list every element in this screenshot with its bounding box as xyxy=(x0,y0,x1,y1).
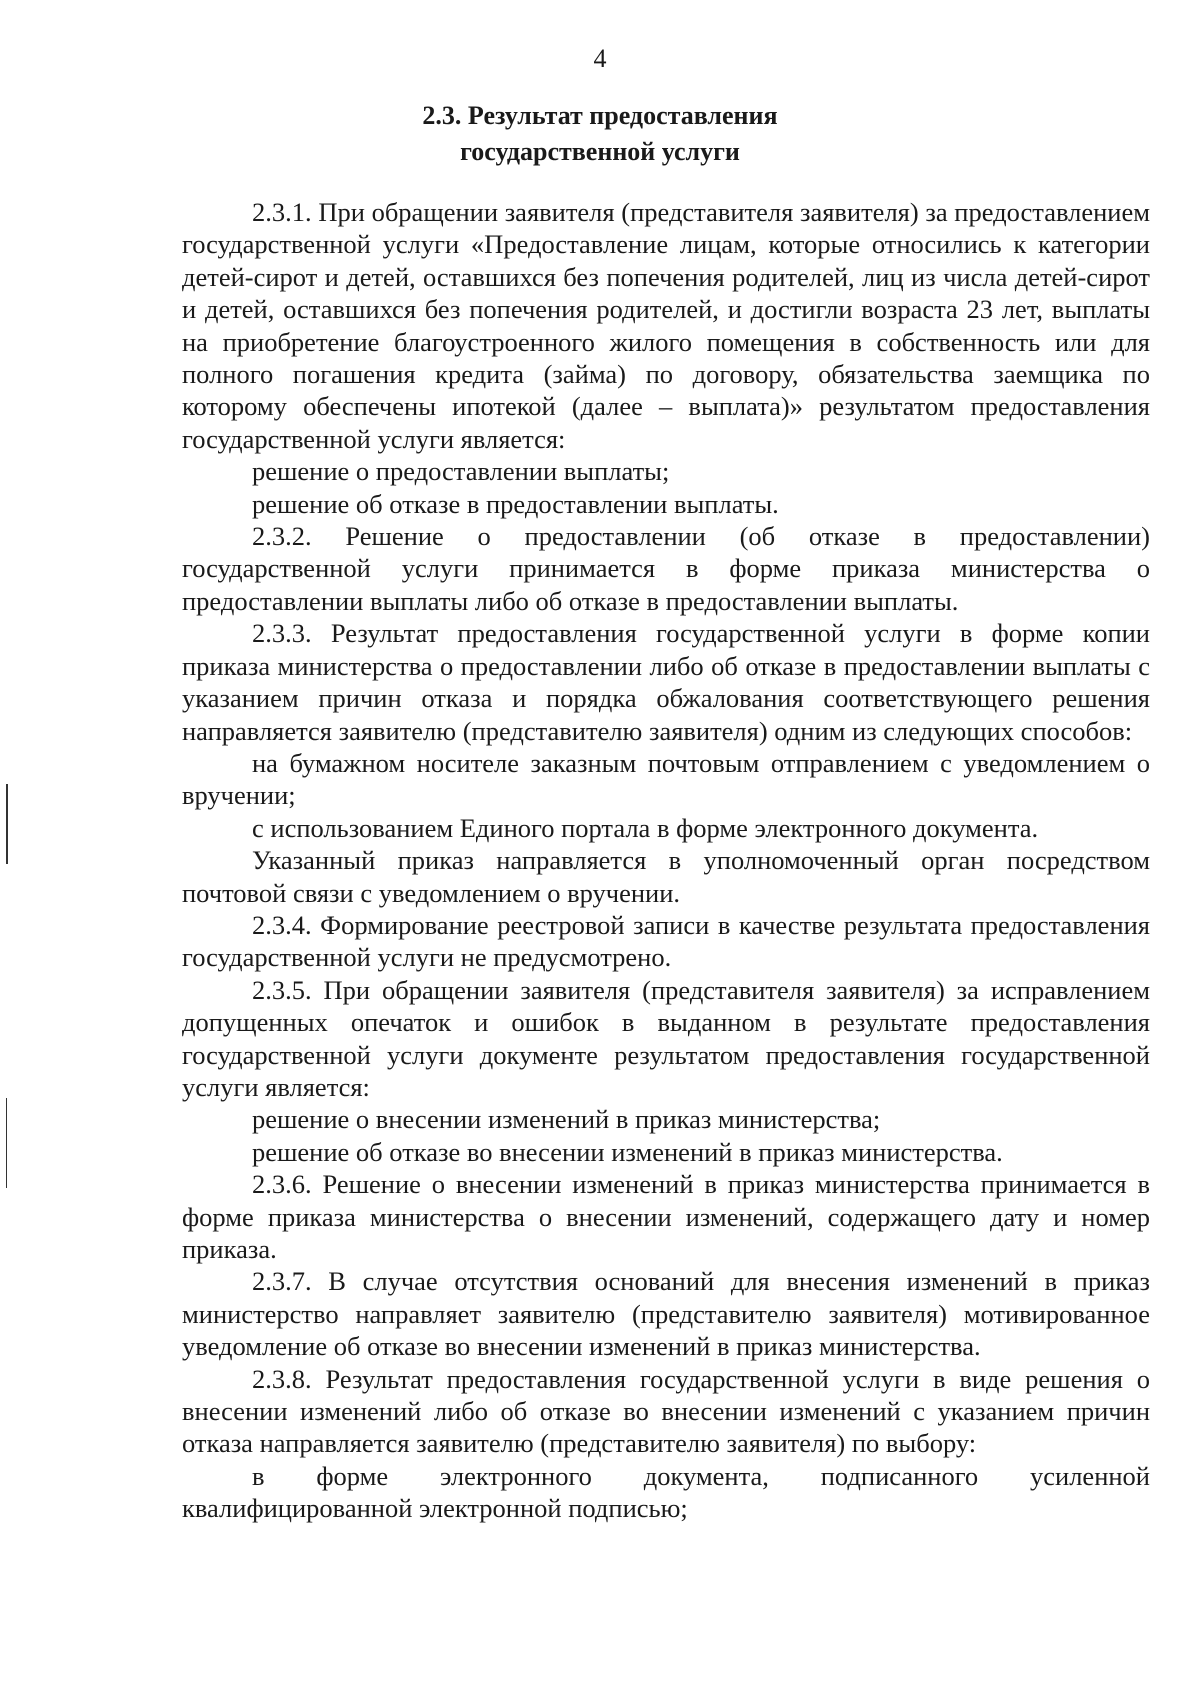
paragraph-2-3-3: 2.3.3. Результат предоставления государственной услуги в форме копии приказа министерства о предоставлении либо об отказе в предоставлении выплаты с указанием причин отказа и порядка обжалования соответствующего решения направляется заявителю (представителю заявителя) одним из следующих способов: xyxy=(182,618,1150,746)
list-item: решение о внесении изменений в приказ министерства; xyxy=(252,1104,881,1135)
paragraph-2-3-7: 2.3.7. В случае отсутствия оснований для внесения изменений в приказ министерство направляет заявителю (представителю заявителя) мотивированное уведомление об отказе во внесении изменений в приказ министерства. xyxy=(182,1266,1150,1362)
paragraph-2-3-6: 2.3.6. Решение о внесении изменений в приказ министерства принимается в форме приказа министерства о внесении изменений, содержащего дату и номер приказа. xyxy=(182,1169,1150,1264)
list-item: в форме электронного документа, подписанного усиленной квалифицированной электронной подписью; xyxy=(182,1460,1150,1524)
paragraph-2-3-1: 2.3.1. При обращении заявителя (представителя заявителя) за предоставлением государственной услуги «Предоставление лицам, которые относились к категории детей-сирот и детей, оставшихся без попечения родителей, лиц из числа детей-сирот и детей, оставшихся без попечения родителей, и достигли возраста 23 лет, выплаты на приобретение благоустроенного жилого помещения в собственность или для полного погашения кредита (займа) по договору, обязательства заемщика по которому обеспечены ипотекой (далее – выплата)» результатом предоставления государственной услуги является: xyxy=(182,197,1150,454)
list-item: на бумажном носителе заказным почтовым отправлением с уведомлением о вручении; xyxy=(182,747,1150,811)
paragraph-2-3-5: 2.3.5. При обращении заявителя (представителя заявителя) за исправлением допущенных опечаток и ошибок в выданном в результате предоставления государственной услуги документе результатом предоставления государственной услуги является: xyxy=(182,974,1150,1102)
section-heading xyxy=(0,98,1200,170)
section-body xyxy=(182,196,1150,1525)
section-heading-line-2: государственной услуги xyxy=(460,137,740,166)
list-item: с использованием Единого портала в форме электронного документа. xyxy=(252,812,1039,843)
list-item: решение о предоставлении выплаты; xyxy=(252,456,670,487)
page-number: 4 xyxy=(593,44,607,73)
paragraph-2-3-8: 2.3.8. Результат предоставления государственной услуги в виде решения о внесении изменений либо об отказе во внесении изменений с указанием причин отказа направляется заявителю (представителю заявителя) по выбору: xyxy=(182,1363,1150,1459)
paragraph-2-3-4: 2.3.4. Формирование реестровой записи в качестве результата предоставления государственной услуги не предусмотрено. xyxy=(182,909,1150,973)
paragraph-2-3-2: 2.3.2. Решение о предоставлении (об отказе в предоставлении) государственной услуги принимается в форме приказа министерства о предоставлении выплаты либо об отказе в предоставлении выплаты. xyxy=(182,521,1150,616)
list-item: решение об отказе во внесении изменений в приказ министерства. xyxy=(252,1136,1003,1167)
section-heading-line-1: 2.3. Результат предоставления xyxy=(422,101,778,130)
scan-margin-mark xyxy=(6,1098,7,1188)
scan-margin-mark xyxy=(6,784,8,864)
paragraph-note: Указанный приказ направляется в уполномоченный орган посредством почтовой связи с уведомлением о вручении. xyxy=(182,845,1150,908)
list-item: решение об отказе в предоставлении выплаты. xyxy=(252,488,779,519)
